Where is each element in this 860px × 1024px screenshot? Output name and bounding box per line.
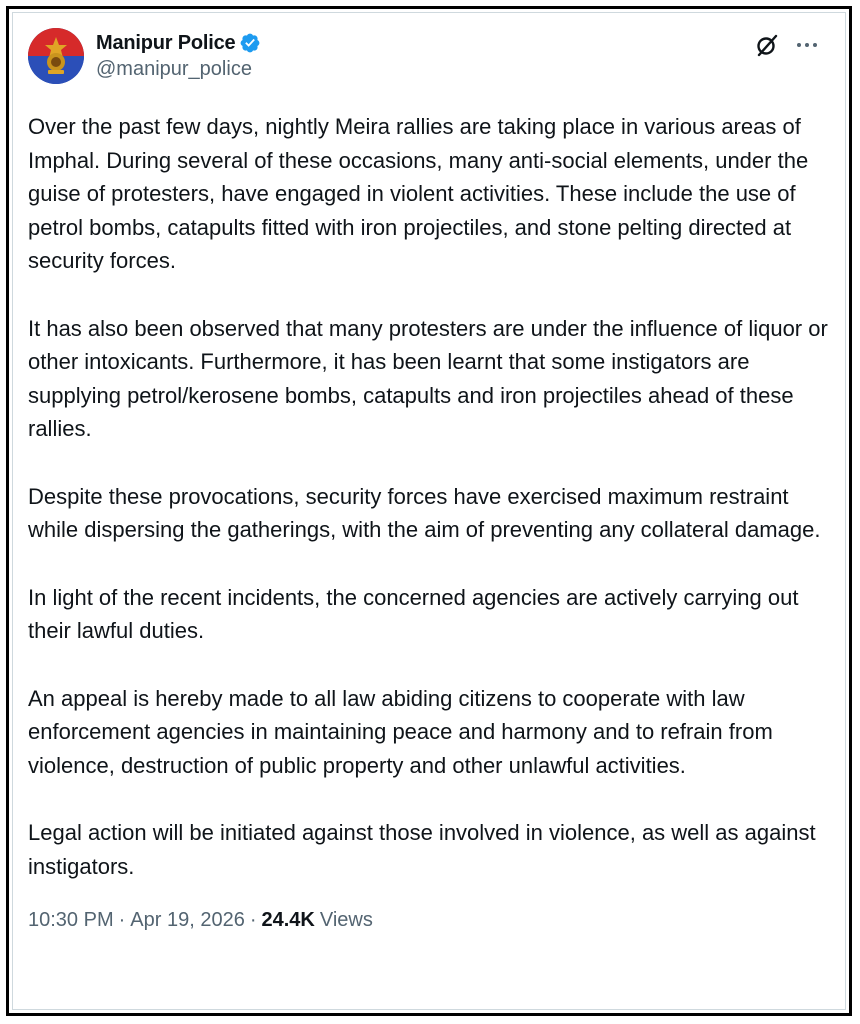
- police-emblem-icon: [28, 28, 84, 84]
- display-name[interactable]: Manipur Police: [96, 31, 236, 54]
- tweet-header: [28, 28, 828, 86]
- tweet-text: [28, 110, 828, 883]
- tweet-paragraph: Despite these provocations, security forces have exercised maximum restraint while dispersing the gatherings, with the aim of preventing any collateral damage.: [28, 483, 821, 542]
- verified-badge-icon[interactable]: [239, 32, 261, 54]
- views-count[interactable]: 24.4K: [261, 909, 315, 931]
- tweet-paragraph: It has also been observed that many protesters are under the influence of liquor or other intoxicants. Furthermore, it has been learnt that some instigators are supplying petrol/kerosene bombs, catapults and iron projectiles ahead of these rallies.: [28, 315, 828, 441]
- tweet-top-actions: [754, 32, 820, 58]
- tweet-paragraph: An appeal is hereby made to all law abiding citizens to cooperate with law enforcement agencies in maintaining peace and harmony and to refrain from violence, destruction of public property and other unlawful activities.: [28, 685, 773, 778]
- meta-separator: ·: [249, 909, 257, 931]
- author-names: [96, 30, 261, 81]
- tweet-paragraph: Legal action will be initiated against those involved in violence, as well as against instigators.: [28, 820, 816, 879]
- meta-separator: ·: [118, 909, 126, 931]
- tweet-paragraph: Over the past few days, nightly Meira rallies are taking place in various areas of Imphal. During several of these occasions, many anti-social elements, under the guise of protesters, have engaged in violent activities. These include the use of petrol bombs, catapults fitted with iron projectiles, and stone pelting directed at security forces.: [28, 114, 809, 273]
- author-handle[interactable]: @manipur_police: [96, 58, 252, 80]
- tweet-paragraph: In light of the recent incidents, the concerned agencies are actively carrying out their lawful duties.: [28, 584, 799, 643]
- tweet-card: [28, 28, 828, 932]
- tweet-meta: [28, 909, 828, 932]
- tweet-time[interactable]: 10:30 PM: [28, 909, 114, 931]
- more-options-icon[interactable]: [794, 32, 820, 58]
- tweet-date[interactable]: Apr 19, 2026: [130, 909, 245, 931]
- display-name-row: [96, 30, 261, 56]
- avatar[interactable]: [28, 28, 84, 84]
- grok-icon[interactable]: [754, 32, 780, 58]
- views-label: Views: [319, 909, 373, 931]
